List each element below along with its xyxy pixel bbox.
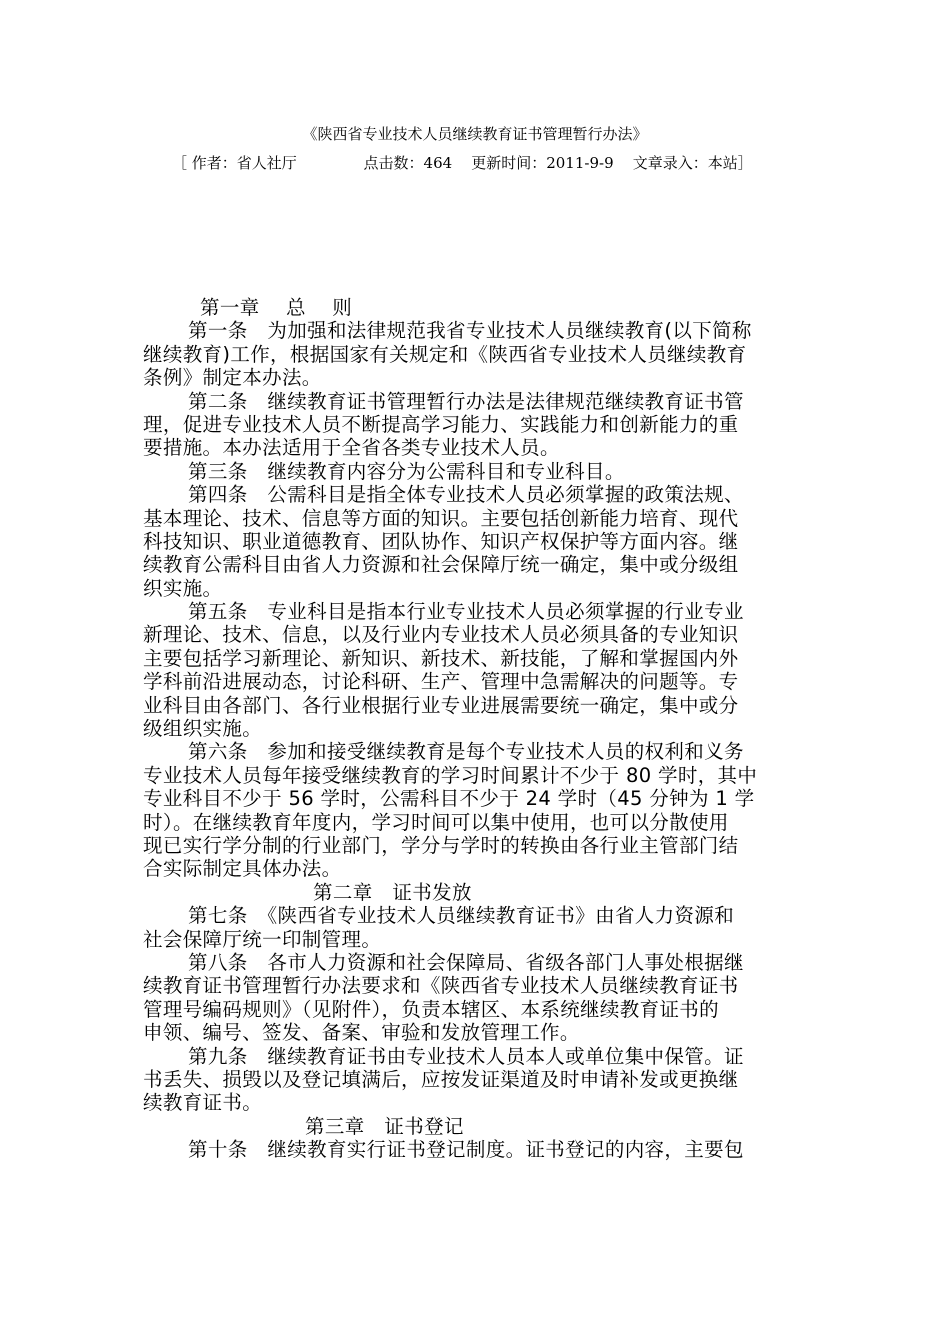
body-line: 续教育证书。 [143, 1091, 263, 1115]
body-line: 理，促进专业技术人员不断提高学习能力、实践能力和创新能力的重 [143, 412, 739, 436]
body-line: 专业技术人员每年接受继续教育的学习时间累计不少于 80 学时，其中 [143, 763, 758, 787]
document-title: 《陕西省专业技术人员继续教育证书管理暂行办法》 [302, 125, 648, 143]
body-line: 时）。在继续教育年度内，学习时间可以集中使用，也可以分散使用 [143, 810, 729, 834]
article-first-line: 第二条 继续教育证书管理暂行办法是法律规范继续教育证书管 [188, 389, 744, 413]
body-line: 要措施。本办法适用于全省各类专业技术人员。 [143, 436, 560, 460]
chapter-heading: 第二章 证书发放 [313, 880, 472, 904]
article-first-line: 第三条 继续教育内容分为公需科目和专业科目。 [188, 459, 625, 483]
body-line: 织实施。 [143, 576, 223, 600]
body-line: 继续教育)工作，根据国家有关规定和《陕西省专业技术人员继续教育 [143, 342, 747, 366]
body-line: 续教育证书管理暂行办法要求和《陕西省专业技术人员继续教育证书 [143, 974, 739, 998]
article-first-line: 第八条 各市人力资源和社会保障局、省级各部门人事处根据继 [188, 950, 744, 974]
body-line: 主要包括学习新理论、新知识、新技术、新技能，了解和掌握国内外 [143, 646, 739, 670]
body-line: 条例》制定本办法。 [143, 366, 322, 390]
article-meta: ［ 作者：省人社厅 点击数：464 更新时间：2011-9-9 文章录入：本站］ [172, 154, 753, 172]
body-line: 续教育公需科目由省人力资源和社会保障厅统一确定，集中或分级组 [143, 553, 739, 577]
article-first-line: 第一条 为加强和法律规范我省专业技术人员继续教育(以下简称 [188, 319, 752, 343]
document-body [143, 296, 809, 1161]
body-line: 业科目由各部门、各行业根据行业专业进展需要统一确定，集中或分 [143, 693, 739, 717]
body-line: 科技知识、职业道德教育、团队协作、知识产权保护等方面内容。继 [143, 529, 739, 553]
body-line: 基本理论、技术、信息等方面的知识。主要包括创新能力培育、现代 [143, 506, 739, 530]
article-first-line: 第十条 继续教育实行证书登记制度。证书登记的内容，主要包 [188, 1138, 744, 1162]
body-line: 社会保障厅统一印制管理。 [143, 927, 382, 951]
article-first-line: 第四条 公需科目是指全体专业技术人员必须掌握的政策法规、 [188, 483, 744, 507]
body-line: 书丢失、损毁以及登记填满后，应按发证渠道及时申请补发或更换继 [143, 1067, 739, 1091]
article-first-line: 第七条 《陕西省专业技术人员继续教育证书》由省人力资源和 [188, 904, 735, 928]
article-first-line: 第六条 参加和接受继续教育是每个专业技术人员的权利和义务 [188, 740, 744, 764]
chapter-heading: 第一章 总 则 [200, 296, 353, 319]
article-first-line: 第九条 继续教育证书由专业技术人员本人或单位集中保管。证 [188, 1044, 744, 1068]
body-line: 现已实行学分制的行业部门，学分与学时的转换由各行业主管部门结 [143, 833, 739, 857]
article-first-line: 第五条 专业科目是指本行业专业技术人员必须掌握的行业专业 [188, 600, 744, 624]
body-line: 级组织实施。 [143, 717, 263, 741]
chapter-heading: 第三章 证书登记 [305, 1114, 464, 1138]
body-line: 学科前沿进展动态，讨论科研、生产、管理中急需解决的问题等。专 [143, 670, 739, 694]
body-line: 专业科目不少于 56 学时，公需科目不少于 24 学时（45 分钟为 1 学 [143, 787, 755, 811]
body-line: 管理号编码规则》（见附件），负责本辖区、本系统继续教育证书的 [143, 997, 720, 1021]
body-line: 申领、编号、签发、备案、审验和发放管理工作。 [143, 1021, 580, 1045]
body-line: 新理论、技术、信息，以及行业内专业技术人员必须具备的专业知识 [143, 623, 739, 647]
body-line: 合实际制定具体办法。 [143, 857, 342, 881]
